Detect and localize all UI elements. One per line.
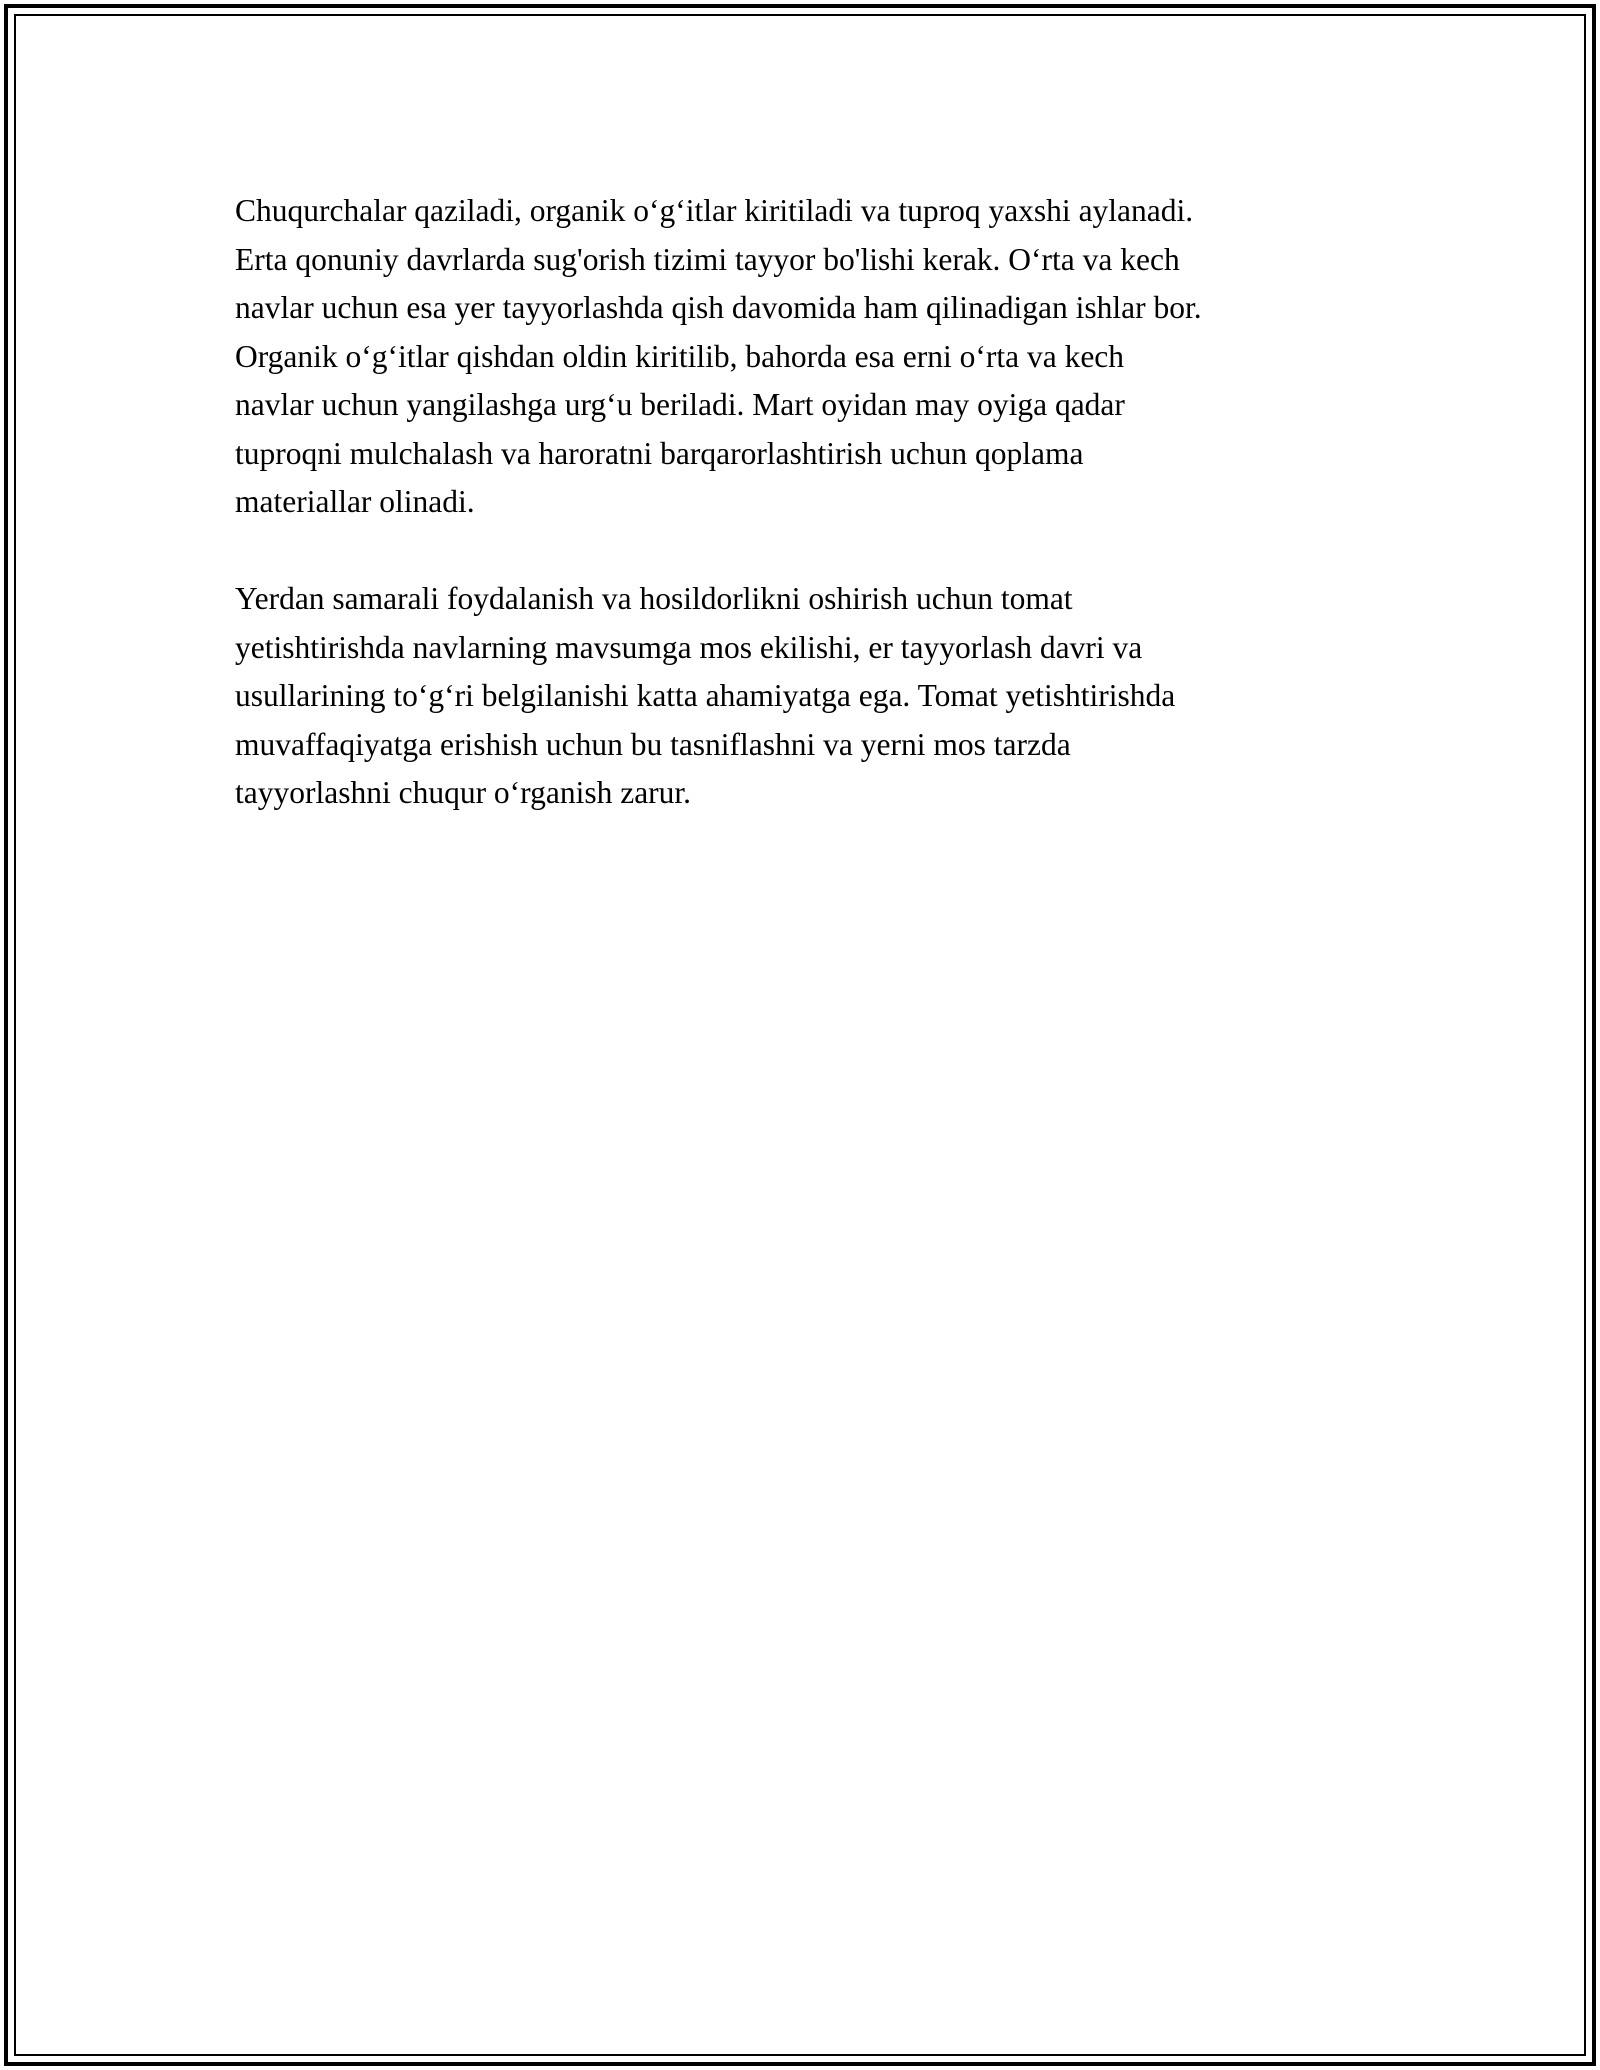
text-line: Yerdan samarali foydalanish va hosildorlikni oshirish uchun tomat [235,581,1073,616]
paragraph-2 [235,575,1375,818]
text-line: navlar uchun esa yer tayyorlashda qish davomida ham qilinadigan ishlar bor. [235,290,1202,325]
text-line: tuproqni mulchalash va haroratni barqarorlashtirish uchun qoplama [235,435,1084,471]
text-line: materiallar olinadi. [235,484,475,519]
text-line: Chuqurchalar qaziladi, organik o‘g‘itlar kiritiladi va tuproq yaxshi aylanadi. [235,193,1194,228]
text-line: navlar uchun yangilashga urg‘u beriladi. Mart oyidan may oyiga qadar [235,387,1125,422]
text-line: usullarining to‘g‘ri belgilanishi katta ahamiyatga ega. Tomat yetishtirishda [235,678,1176,713]
text-line: yetishtirishda navlarning mavsumga mos ekilishi, er tayyorlash davri va [235,629,1143,665]
text-line: muvaffaqiyatga erishish uchun bu tasniflashni va yerni mos tarzda [235,726,1071,762]
text-line: tayyorlashni chuqur o‘rganish zarur. [235,775,692,810]
document-body [235,187,1375,818]
paragraph-1 [235,187,1375,527]
text-line: Organik o‘g‘itlar qishdan oldin kiritilib, bahorda esa erni o‘rta va kech [235,338,1125,374]
text-line: Erta qonuniy davrlarda sug'orish tizimi tayyor bo'lishi kerak. O‘rta va kech [235,241,1180,277]
